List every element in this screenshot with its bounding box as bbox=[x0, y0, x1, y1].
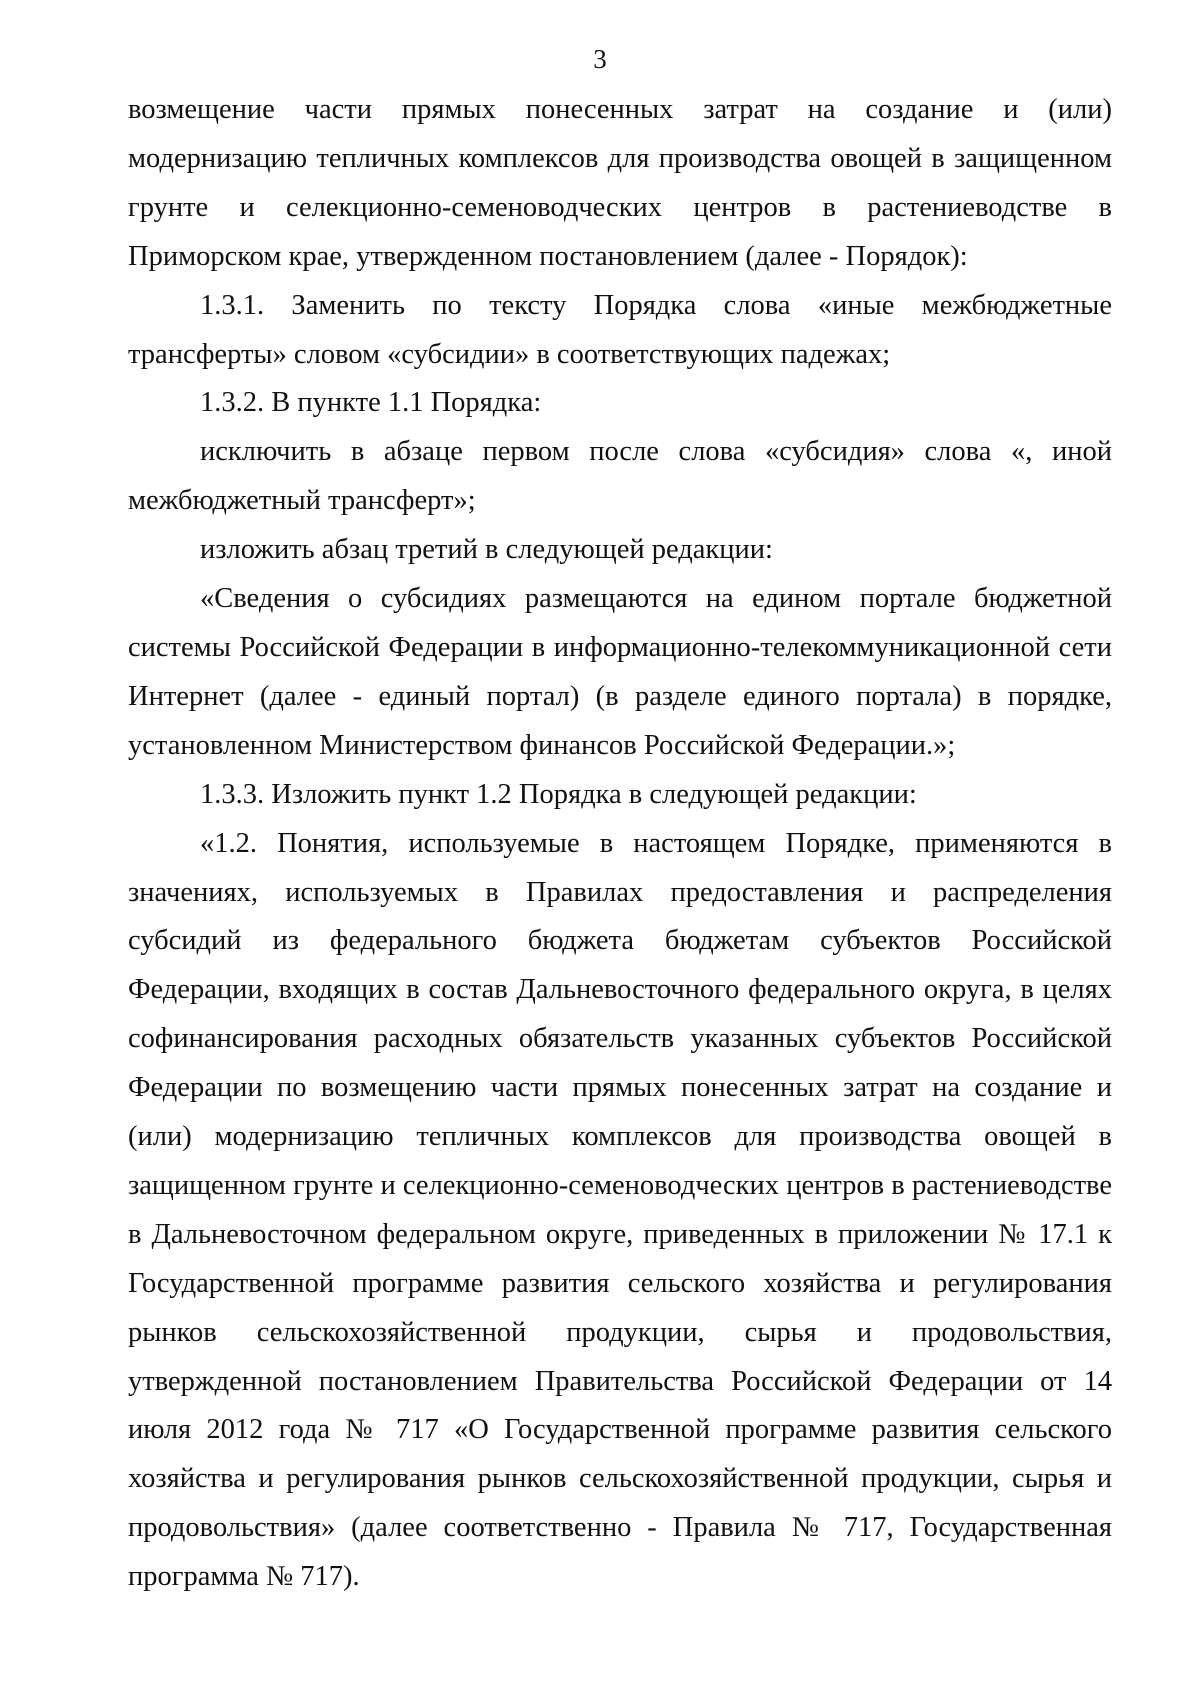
paragraph-quoted-portal: «Сведения о субсидиях размещаются на едином портале бюджетной системы Российской Федерации в информационно-телекоммуникационной сети Интернет (далее - единый портал) (в разделе единого портала) в порядке, установленном Министерством финансов Российской Федерации.»; bbox=[128, 583, 1112, 761]
paragraph-quoted-definitions: «1.2. Понятия, используемые в настоящем Порядке, применяются в значениях, используемых в Правилах предоставления и распределения субсидий из федерального бюджета бюджетам субъектов Российской Федерации, входящих в состав Дальневосточного федерального округа, в целях софинансирования расходных обязательств указанных субъектов Российской Федерации по возмещению части прямых понесенных затрат на создание и (или) модернизацию тепличных комплексов для производства овощей в защищенном грунте и селекционно-семеноводческих центров в растениеводстве в Дальневосточном федеральном округе, приведенных в приложении № 17.1 к Государственной программе развития сельского хозяйства и регулирования рынков сельскохозяйственной продукции, сырья и продовольствия, утвержденной постановлением Правительства Российской Федерации от 14 июля 2012 года № 717 «О Государственной программе развития сельского хозяйства и регулирования рынков сельскохозяйственной продукции, сырья и продовольствия» (далее соответственно - Правила № 717, Государственная программа № 717). bbox=[128, 827, 1112, 1593]
paragraph-continuation: возмещение части прямых понесенных затрат на создание и (или) модернизацию тепличных комплексов для производства овощей в защищенном грунте и селекционно-семеноводческих центров в растениеводстве в Приморском крае, утвержденном постановлением (далее - Порядок): bbox=[128, 94, 1112, 272]
paragraph-item-1-3-2: 1.3.2. В пункте 1.1 Порядка: bbox=[200, 387, 542, 419]
paragraph-item-1-3-3: 1.3.3. Изложить пункт 1.2 Порядка в следующей редакции: bbox=[200, 778, 917, 810]
paragraph-exclude-words: исключить в абзаце первом после слова «субсидия» слова «, иной межбюджетный трансферт»; bbox=[128, 436, 1112, 517]
document-body bbox=[128, 86, 1112, 1602]
page-number: 3 bbox=[593, 44, 607, 74]
paragraph-item-1-3-1: 1.3.1. Заменить по тексту Порядка слова «иные межбюджетные трансферты» словом «субсидии» в соответствующих падежах; bbox=[128, 289, 1112, 370]
paragraph-amend-third: изложить абзац третий в следующей редакции: bbox=[200, 534, 773, 566]
